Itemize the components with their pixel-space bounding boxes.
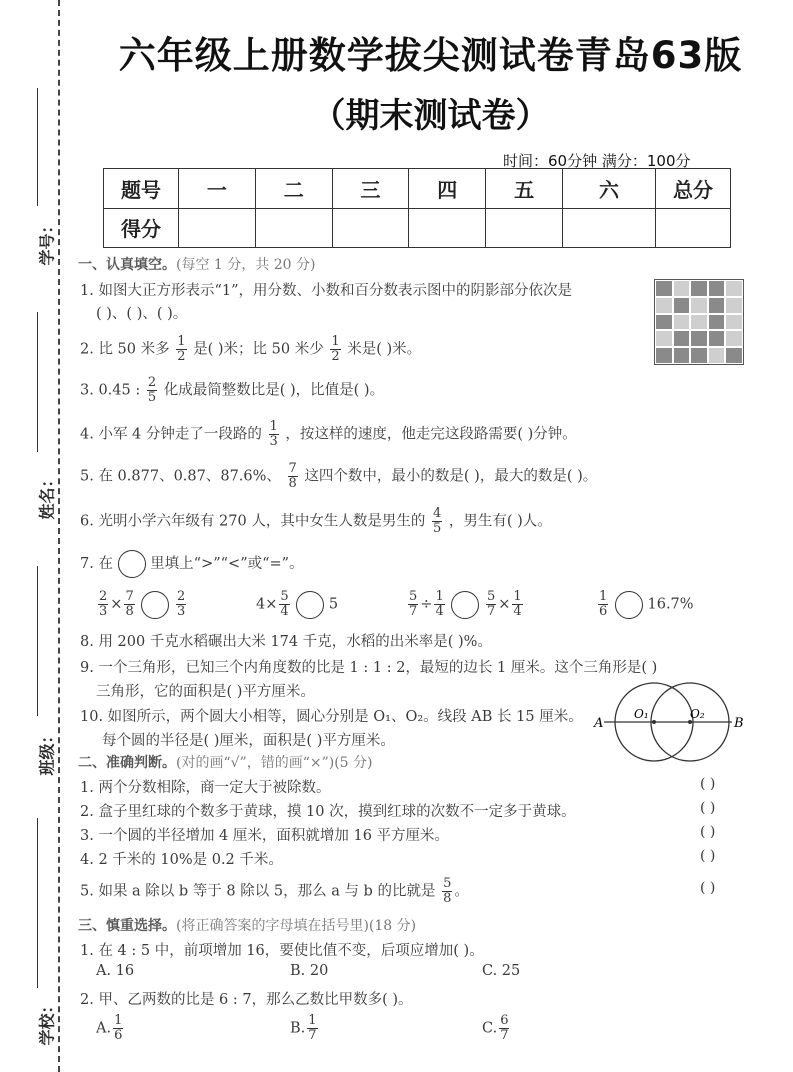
page-title: 六年级上册数学拔尖测试卷青岛63版 <box>118 34 743 77</box>
fraction-two-fifths: $\frac{2}{5}$ <box>147 375 157 405</box>
compare-circle-input[interactable] <box>451 591 479 619</box>
q4 <box>80 420 577 449</box>
score-cell: 一 <box>179 169 256 209</box>
judge-q5: 5. 如果 a 除以 b 等于 8 除以 5，那么 a 与 b 的比就是 $\frac{5}{8}$ 。 <box>80 876 469 906</box>
q7 <box>80 550 304 578</box>
choice-q2-option-c: C. $\frac{6}{7}$ <box>482 1013 509 1043</box>
shaded-grid-figure <box>654 279 744 365</box>
score-input-cell[interactable] <box>332 208 409 248</box>
q1-line2: ( )、( )、( )。 <box>96 306 188 322</box>
two-circles-figure <box>590 680 750 770</box>
section1-note: (每空 1 分，共 20 分) <box>176 257 316 273</box>
fraction-four-fifths: $\frac{4}{5}$ <box>432 506 442 536</box>
q2 <box>80 335 421 364</box>
choice-q2-option-a: A. $\frac{1}{6}$ <box>96 1013 123 1043</box>
name-rule <box>37 312 38 452</box>
judge-q5-text: 5. 如果 a 除以 b 等于 8 除以 5，那么 a 与 b 的比就是 <box>80 883 436 900</box>
score-value-row <box>104 208 731 248</box>
q2-text-c: 米是( )米。 <box>347 341 422 358</box>
compare-circle-input[interactable] <box>615 591 643 619</box>
label-a: A <box>594 716 604 731</box>
section2-title: 二、准确判断。 <box>78 755 176 771</box>
q6-text-a: 6. 光明小学六年级有 270 人，其中女生人数是男生的 <box>80 513 426 530</box>
score-cell: 二 <box>255 169 332 209</box>
score-cell: 题号 <box>104 169 179 209</box>
q1-line1: 1. 如图大正方形表示“1”，用分数、小数和百分数表示图中的阴影部分依次是 <box>80 283 572 299</box>
section2-note: (对的画“√”，错的画“×”)(5 分) <box>176 755 373 771</box>
time-info: 时间：60分钟 满分：100分 <box>503 152 691 170</box>
fraction-five-eighths: $\frac{5}{8}$ <box>443 876 452 906</box>
q8: 8. 用 200 千克水稻碾出大米 174 千克，水稻的出米率是( )%。 <box>80 634 492 650</box>
q9-line1: 9. 一个三角形，已知三个内角度数的比是 1 : 1 : 2，最短的边长 1 厘米。这个三角形是( ) <box>80 660 658 676</box>
compare-circle-input[interactable] <box>296 591 324 619</box>
compare-circle-input[interactable] <box>141 591 169 619</box>
choice-q1-option-b: B. 20 <box>290 963 329 979</box>
score-cell: 五 <box>486 169 563 209</box>
school-rule <box>37 818 38 988</box>
student-id-rule <box>37 88 38 206</box>
q6-text-b: ，男生有( )人。 <box>448 513 552 530</box>
q7-text-b: 里填上“>”“<”或“=”。 <box>150 556 304 572</box>
fraction-one-half: $\frac{1}{2}$ <box>331 334 340 364</box>
section2-heading <box>78 752 373 772</box>
score-input-cell[interactable] <box>563 208 656 248</box>
label-o1: O₁ <box>634 707 649 721</box>
q5-text-a: 5. 在 0.877、0.87、87.6%、 <box>80 468 281 485</box>
answer-paren[interactable]: ( ) <box>700 824 716 840</box>
choice-q1-option-c: C. 25 <box>482 963 521 979</box>
answer-paren[interactable]: ( ) <box>700 776 716 792</box>
section3-heading <box>78 915 416 935</box>
q9-line2: 三角形，它的面积是( )平方厘米。 <box>96 684 315 700</box>
label-o2: O₂ <box>690 707 705 721</box>
score-cell: 三 <box>332 169 409 209</box>
score-input-cell[interactable] <box>255 208 332 248</box>
q4-text-a: 4. 小军 4 分钟走了一段路的 <box>80 426 262 443</box>
answer-paren[interactable]: ( ) <box>700 848 716 864</box>
score-input-cell[interactable] <box>486 208 563 248</box>
score-input-cell[interactable] <box>409 208 486 248</box>
judge-q2: 2. 盒子里红球的个数多于黄球，摸 10 次，摸到红球的次数不一定多于黄球。 <box>80 804 576 820</box>
blank-circle-icon <box>118 550 146 578</box>
q6 <box>80 507 552 536</box>
q5 <box>80 462 597 491</box>
q4-text-b: ，按这样的速度，他走完这段路需要( )分钟。 <box>285 426 577 443</box>
q7-item-c: $\frac{5}{7}$ ÷ $\frac{1}{4}$ $\frac{5}{7}$ × $\frac{1}{4}$ <box>409 589 522 619</box>
class-label: 班级： <box>37 727 57 776</box>
choice-q2-option-b: B. $\frac{1}{7}$ <box>290 1013 317 1043</box>
q2-text-a: 2. 比 50 米多 <box>80 341 170 358</box>
answer-paren[interactable]: ( ) <box>700 800 716 816</box>
choice-q1-option-a: A. 16 <box>96 963 135 979</box>
name-label: 姓名： <box>37 471 57 520</box>
fraction-one-third: $\frac{1}{3}$ <box>269 419 278 449</box>
section3-title: 三、慎重选择。 <box>78 918 176 934</box>
score-header-row <box>104 169 731 209</box>
section1-title: 一、认真填空。 <box>78 257 176 273</box>
section1-heading <box>78 254 315 274</box>
class-rule <box>37 566 38 716</box>
score-input-cell[interactable] <box>179 208 256 248</box>
score-cell: 总分 <box>656 169 731 209</box>
score-table <box>103 168 731 248</box>
score-input-cell[interactable] <box>656 208 731 248</box>
q10-line2: 每个圆的半径是( )厘米，面积是( )平方厘米。 <box>102 733 395 749</box>
answer-paren[interactable]: ( ) <box>700 880 716 896</box>
section3-note: (将正确答案的字母填在括号里)(18 分) <box>176 918 417 934</box>
fraction-seven-eighths: $\frac{7}{8}$ <box>288 461 297 491</box>
judge-q3: 3. 一个圆的半径增加 4 厘米，面积就增加 16 平方厘米。 <box>80 828 450 844</box>
score-cell: 得分 <box>104 208 179 248</box>
q2-text-b: 是( )米；比 50 米少 <box>193 341 324 358</box>
score-cell: 四 <box>409 169 486 209</box>
q5-text-b: 这四个数中，最小的数是( )，最大的数是( )。 <box>304 468 598 485</box>
fraction-one-half: $\frac{1}{2}$ <box>177 334 186 364</box>
q7-item-b: 4× $\frac{5}{4}$ 5 <box>256 589 339 619</box>
q3-text-a: 3. 0.45 : <box>80 382 141 399</box>
page-subtitle: （期末测试卷） <box>311 96 550 136</box>
label-b: B <box>734 716 744 731</box>
q10-line1: 10. 如图所示，两个圆大小相等，圆心分别是 O₁、O₂。线段 AB 长 15 厘米。 <box>80 709 583 725</box>
binding-dashed-line <box>58 0 60 1072</box>
q7-item-d: $\frac{1}{6}$ 16.7% <box>599 589 694 619</box>
q7-text-a: 7. 在 <box>80 556 113 572</box>
choice-q1: 1. 在 4 : 5 中，前项增加 16，要使比值不变，后项应增加( )。 <box>80 943 484 959</box>
q3 <box>80 376 384 405</box>
q3-text-b: 化成最简整数比是( )，比值是( )。 <box>163 382 385 399</box>
score-cell: 六 <box>563 169 656 209</box>
student-id-label: 学号： <box>37 217 57 266</box>
q7-item-a: $\frac{2}{3}$ × $\frac{7}{8}$ $\frac{2}{3}$ <box>99 589 186 619</box>
choice-q2: 2. 甲、乙两数的比是 6 : 7，那么乙数比甲数多( )。 <box>80 992 413 1008</box>
judge-q4: 4. 2 千米的 10%是 0.2 千米。 <box>80 852 283 868</box>
school-label: 学校： <box>37 997 57 1046</box>
judge-q1: 1. 两个分数相除，商一定大于被除数。 <box>80 780 331 796</box>
